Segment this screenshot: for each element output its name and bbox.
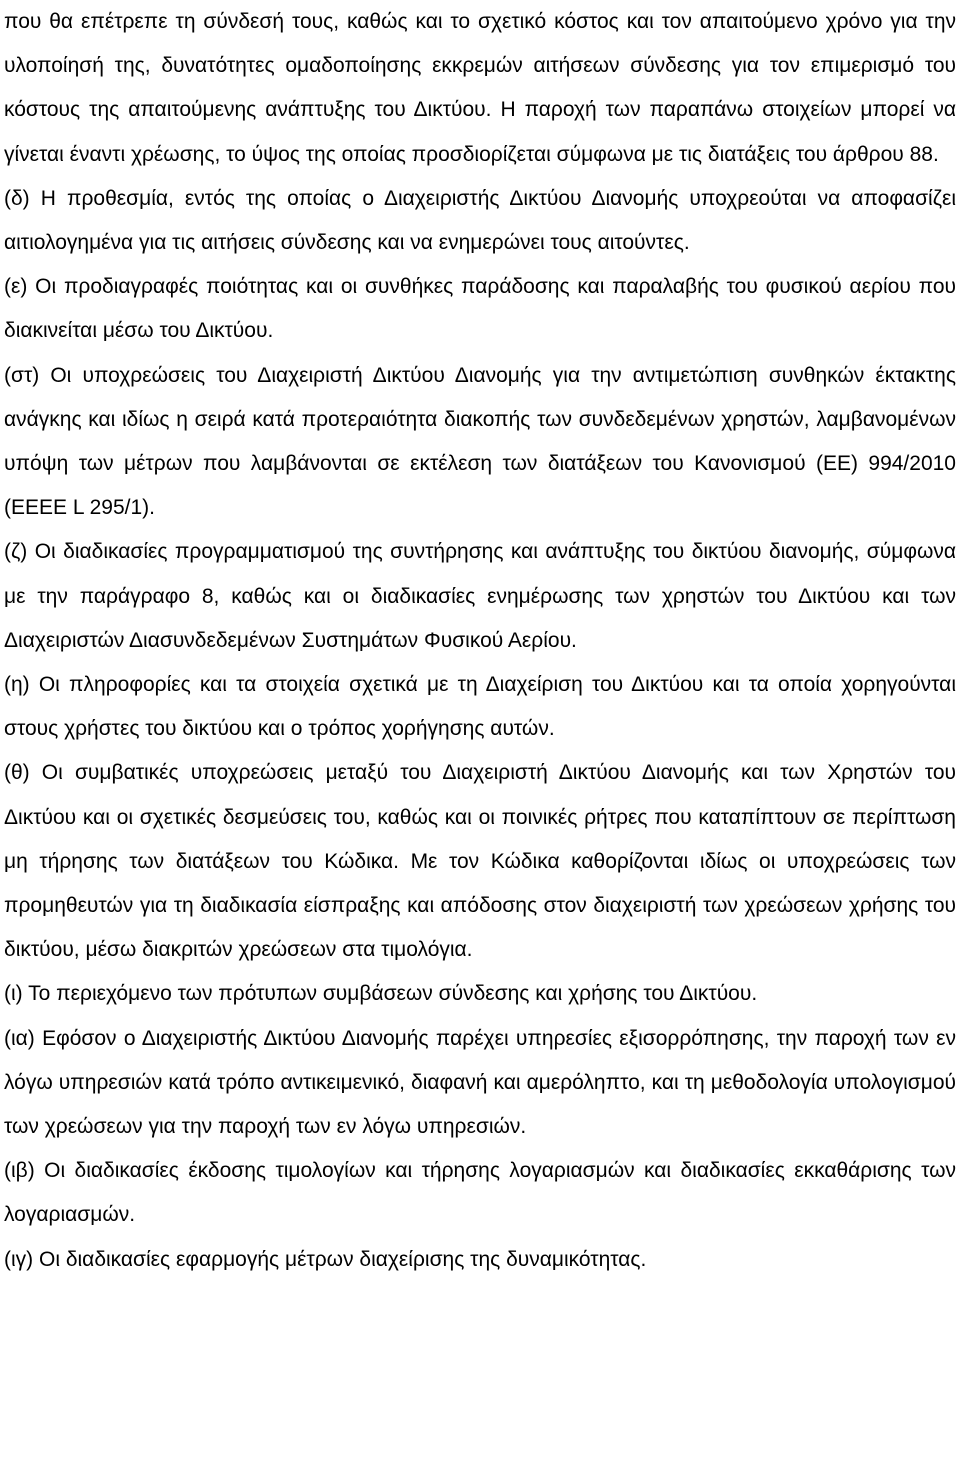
paragraph-z: (ζ) Οι διαδικασίες προγραμματισμού της συντήρησης και ανάπτυξης του δικτύου διανομής, σύμφωνα με την παράγραφο 8, καθώς και οι διαδικασίες ενημέρωσης των χρηστών του Δικτύου και των Διαχειριστών Διασυνδεδεμένων Συστημάτων Φυσικού Αερίου. [4, 540, 956, 652]
paragraph-i: (η) Οι πληροφορίες και τα στοιχεία σχετικά με τη Διαχείριση του Δικτύου και τα οποία χορηγούνται στους χρήστες του δικτύου και ο τρόπος χορήγησης αυτών. [4, 673, 956, 741]
paragraph-ia: (ια) Εφόσον ο Διαχειριστής Δικτύου Διανομής παρέχει υπηρεσίες εξισορρόπησης, την παροχή των εν λόγω υπηρεσιών κατά τρόπο αντικειμενικό, διαφανή και αμερόληπτο, και τη μεθοδολογία υπολογισμού των χρεώσεων για την παροχή των εν λόγω υπηρεσιών. [4, 1026, 956, 1139]
paragraph-continuation: που θα επέτρεπε τη σύνδεσή τους, καθώς και το σχετικό κόστος και τον απαιτούμενο χρόνο για την υλοποίησή της, δυνατότητες ομαδοποίησης εκκρεμών αιτήσεων σύνδεσης για τον επιμερισμό του κόστους της απαιτούμενης ανάπτυξης του Δικτύου. Η παροχή των παραπάνω στοιχείων μπορεί να γίνεται έναντι χρέωσης, το ύψος της οποίας προσδιορίζεται σύμφωνα με τις διατάξεις του άρθρου 88. [4, 10, 956, 166]
paragraph-d: (δ) Η προθεσμία, εντός της οποίας ο Διαχειριστής Δικτύου Διανομής υποχρεούται να αποφασίζει αιτιολογημένα για τις αιτήσεις σύνδεσης και να ενημερώνει τους αιτούντες. [4, 186, 956, 255]
paragraph-ib: (ιβ) Οι διαδικασίες έκδοσης τιμολογίων και τήρησης λογαριασμών και διαδικασίες εκκαθάρισης των λογαριασμών. [4, 1159, 956, 1227]
paragraph-th: (θ) Οι συμβατικές υποχρεώσεις μεταξύ του Διαχειριστή Δικτύου Διανομής και των Χρηστών του Δικτύου και οι σχετικές δεσμεύσεις του, καθώς και οι ποινικές ρήτρες που καταπίπτουν σε περίπτωση μη τήρησης των διατάξεων του Κώδικα. Με τον Κώδικα καθορίζονται ιδίως οι υποχρεώσεις των προμηθευτών για τη διαδικασία είσπραξης και απόδοσης στον διαχειριστή των χρεώσεων χρήσης του δικτύου, μέσω διακριτών χρεώσεων στα τιμολόγια. [4, 761, 956, 962]
paragraph-ig: (ιγ) Οι διαδικασίες εφαρμογής μέτρων διαχείρισης της δυναμικότητας. [4, 1247, 647, 1271]
paragraph-st: (στ) Οι υποχρεώσεις του Διαχειριστή Δικτύου Διανομής για την αντιμετώπιση συνθηκών έκτακτης ανάγκης και ιδίως η σειρά κατά προτεραιότητα διακοπής των συνδεδεμένων χρηστών, λαμβανομένων υπόψη των μέτρων που λαμβάνονται σε εκτέλεση των διατάξεων του Κανονισμού (ΕΕ) 994/2010 (ΕΕΕΕ L 295/1). [4, 363, 956, 520]
paragraph-e: (ε) Οι προδιαγραφές ποιότητας και οι συνθήκες παράδοσης και παραλαβής του φυσικού αερίου που διακινείται μέσω του Δικτύου. [4, 275, 956, 343]
paragraph-iota: (ι) Το περιεχόμενο των πρότυπων συμβάσεων σύνδεσης και χρήσης του Δικτύου. [4, 982, 758, 1006]
